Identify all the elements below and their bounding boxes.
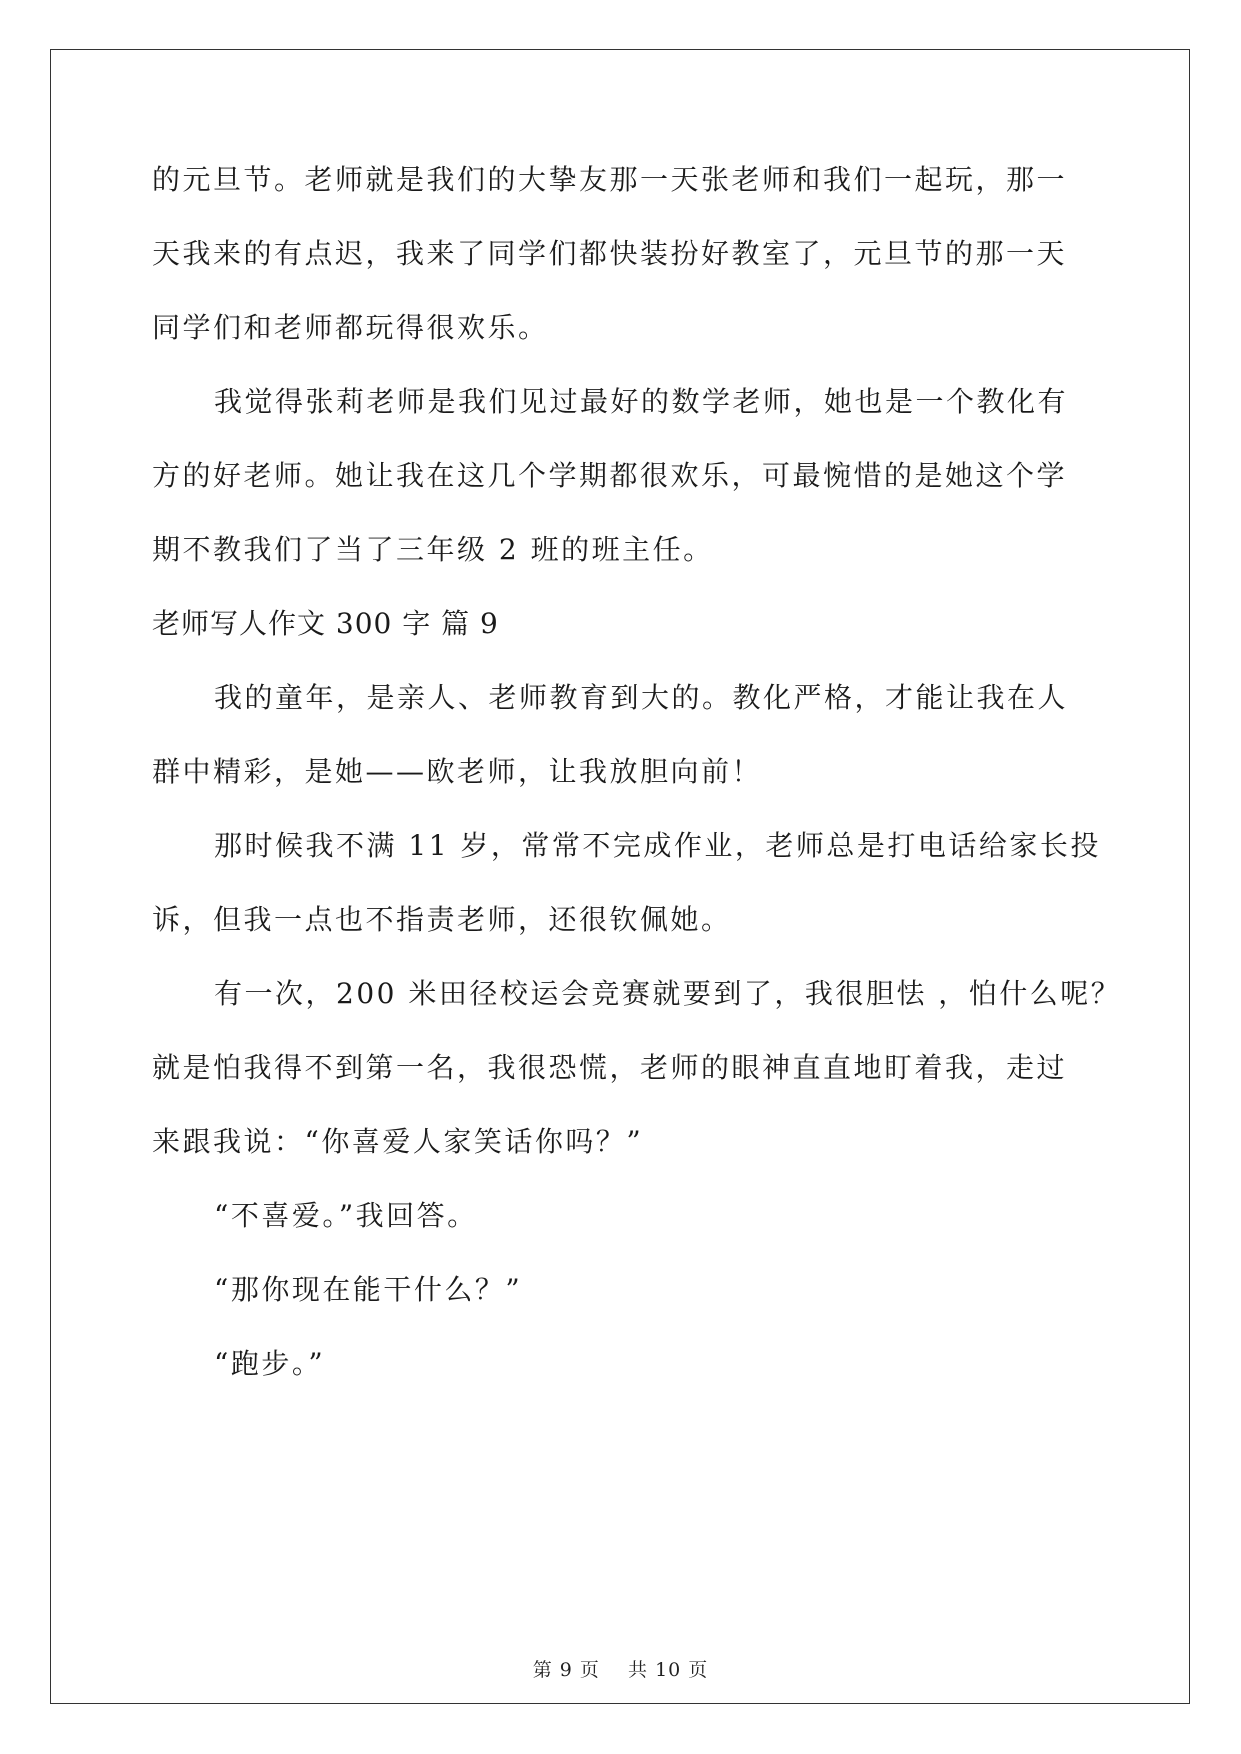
text-line: 就是怕我得不到第一名，我很恐慌，老师的眼神直直地盯着我，走过 — [152, 1051, 1068, 1084]
page-border — [50, 49, 1190, 1704]
section-heading: 老师写人作文 300 字 篇 9 — [152, 607, 499, 640]
text-line: 期不教我们了当了三年级 2 班的班主任。 — [152, 533, 714, 566]
text-line: 方的好老师。她让我在这几个学期都很欢乐，可最惋惜的是她这个学 — [152, 459, 1068, 492]
text-line: 天我来的有点迟，我来了同学们都快装扮好教室了，元旦节的那一天 — [152, 237, 1068, 270]
text-line: 群中精彩，是她——欧老师，让我放胆向前！ — [152, 755, 763, 788]
paragraph-first-line: 我的童年，是亲人、老师教育到大的。教化严格，才能让我在人 — [214, 681, 1069, 714]
text-line: 诉，但我一点也不指责老师，还很钦佩她。 — [152, 903, 732, 936]
dialogue-line: “跑步。” — [214, 1347, 326, 1380]
text-line: 的元旦节。老师就是我们的大挚友那一天张老师和我们一起玩，那一 — [152, 163, 1068, 196]
text-line: 同学们和老师都玩得很欢乐。 — [152, 311, 549, 344]
dialogue-line: “那你现在能干什么？” — [214, 1273, 523, 1306]
paragraph-first-line: 有一次，200 米田径校运会竞赛就要到了，我很胆怯 ，怕什么呢？ — [214, 977, 1122, 1010]
page-number: 第 9 页 共 10 页 — [532, 1659, 709, 1681]
paragraph-first-line: 我觉得张莉老师是我们见过最好的数学老师，她也是一个教化有 — [214, 385, 1069, 418]
page-footer — [0, 1658, 1241, 1682]
text-line: 来跟我说：“你喜爱人家笑话你吗？” — [152, 1125, 644, 1158]
dialogue-line: “不喜爱。”我回答。 — [214, 1199, 478, 1232]
paragraph-first-line: 那时候我不满 11 岁，常常不完成作业，老师总是打电话给家长投 — [214, 829, 1101, 862]
